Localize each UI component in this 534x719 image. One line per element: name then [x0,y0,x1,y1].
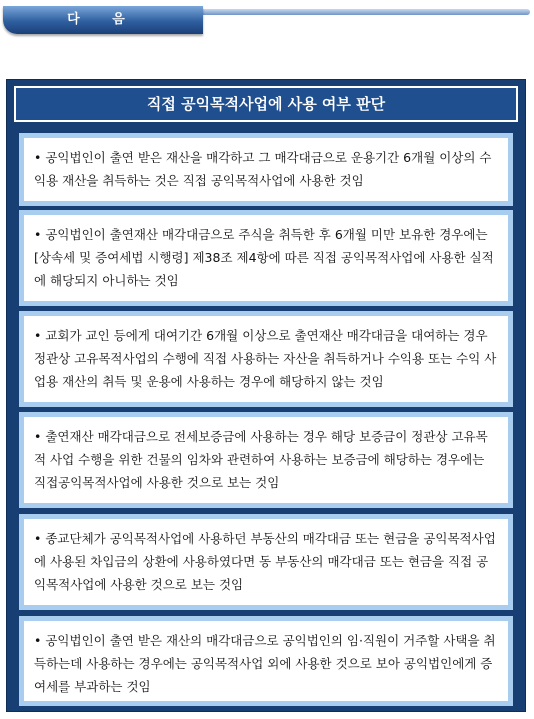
list-item [19,412,513,508]
judgment-panel [6,79,526,712]
section-tab-label: 다 음 [67,12,139,27]
list-item [19,133,513,206]
list-item-text: • 공익법인이 출연 받은 재산을 매각하고 그 매각대금으로 운용기간 6개월 이상의 수익용 재산을 취득하는 것은 직접 공익목적사업에 사용한 것임 [34,150,492,188]
list-item [19,514,513,610]
section-tab [3,6,203,34]
list-item-text: • 출연재산 매각대금으로 전세보증금에 사용하는 경우 해당 보증금이 정관상 고유목적 사업 수행을 위한 건물의 임차와 관련하여 사용하는 보증금에 해당하는 경우에는 직접공익목적사업에 사용한 것으로 보는 것임 [34,429,488,490]
panel-title: 직접 공익목적사업에 사용 여부 판단 [14,86,518,122]
list-item-text: • 종교단체가 공익목적사업에 사용하던 부동산의 매각대금 또는 현금을 공익목적사업에 사용된 차입금의 상환에 사용하였다면 동 부동산의 매각대금 또는 현금을 직접 공익목적사업에 사용한 것으로 보는 것임 [34,531,496,592]
list-item-text: • 교회가 교인 등에게 대여기간 6개월 이상으로 출연재산 매각대금을 대여하는 경우 정관상 고유목적사업의 수행에 직접 사용하는 자산을 취득하거나 수익용 또는 수익 사업용 재산의 취득 및 운용에 사용하는 경우에 해당하지 않는 것임 [34,328,497,389]
list-item-text: • 공익법인이 출연 받은 재산의 매각대금으로 공익법인의 임·직원이 거주할 사택을 취득하는데 사용하는 경우에는 공익목적사업 외에 사용한 것으로 보아 공익법인에게 증여세를 부과하는 것임 [34,633,496,694]
top-decorative-rule [190,9,530,15]
list-item-text: • 공익법인이 출연재산 매각대금으로 주식을 취득한 후 6개월 미만 보유한 경우에는 [상속세 및 증여세법 시행령] 제38조 제4항에 따른 직접 공익목적사업에 사용한 실적에 해당되지 아니하는 것임 [34,227,494,288]
list-item [19,210,513,306]
list-item [19,616,513,706]
list-item [19,311,513,407]
